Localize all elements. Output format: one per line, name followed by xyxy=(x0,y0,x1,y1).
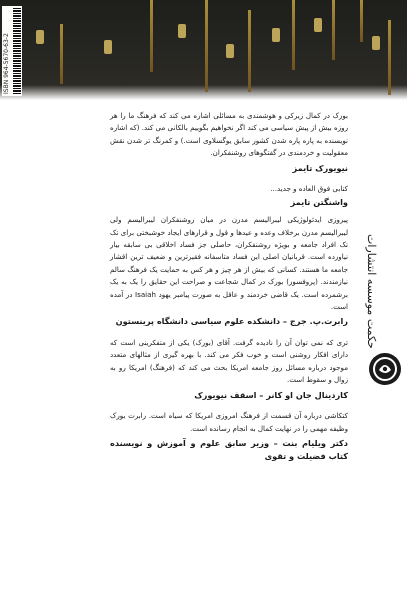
review-list xyxy=(110,110,348,471)
rust-streak xyxy=(388,20,391,95)
rust-streak xyxy=(150,0,153,72)
rust-streak xyxy=(360,0,363,42)
rust-streak xyxy=(205,0,208,92)
review-text: کتکاشی درباره آن قسمت از فرهنگ امروزی امریکا که سیاه است. رابرت بورک وظیفه مهمی را در نهایت کمال به انجام رسانده است. xyxy=(110,411,348,433)
review-item xyxy=(110,183,348,208)
rust-streak xyxy=(248,10,251,92)
review-source: واشنگتن تایمز xyxy=(290,196,348,207)
light-glint xyxy=(372,36,380,50)
review-item xyxy=(110,214,348,328)
rust-streak xyxy=(292,0,295,70)
publisher-mark xyxy=(356,234,404,386)
isbn-number: ISBN 964-5670-63-2 xyxy=(3,33,10,94)
review-text: تری که نمی توان آن را نادیده گرفت. آقای (بورک) یکی از متفکرینی است که دارای افکار روشنی است و خوب فکر می کند. با بهره گیری از مثالهای متعدد موجود درباره مسائل روز جامعه امریکا بحث می کند که (فرهنگ) امریکا رو به زوال و سقوط است. xyxy=(110,338,348,385)
review-item xyxy=(110,337,348,401)
publisher-name: حکمت موسسه انتشارات xyxy=(365,234,378,349)
review-source: رابرت.پ. جرج – دانشکده علوم سیاسی دانشگاه پرینستون xyxy=(115,316,348,327)
light-glint xyxy=(226,44,234,58)
publisher-logo-icon xyxy=(368,352,402,386)
light-glint xyxy=(104,40,112,54)
review-text: پیروزی ایدئولوژیکی لیبرالیسم مدرن در میان روشنفکران لیبرالیسم ولی لیبرالیسم مدرن برخلاف وعده و عیدها و قول و قرارهای ایجاد خوشبختی برای تک تک افراد جامعه و بویژه روشنفکران، حاصلی جز فساد اخلاقی بی سابقه بیار نیاورده است. قربانیان اصلی این فساد متاسفانه فقیرترین و ضعیف ترین اقشار جامعه ما هستند. کسانی که بیش از هر چیز و هر کس به حمایت یک فرهنگ سالم نیازمندند. (پروفسور) بورک در کمال شجاعت و صراحت این حقایق را یک به یک برشمرده است. یک قاضی خردمند و عاقل به صورت پیامبر یهود Isaiah در آمده است. xyxy=(110,215,348,312)
review-source: نیویورک تایمز xyxy=(292,162,348,173)
review-item xyxy=(110,110,348,174)
barcode xyxy=(2,6,22,96)
review-source: کاردینال جان او کانر – اسقف نیویورک xyxy=(194,389,348,400)
light-glint xyxy=(178,24,186,38)
review-text: کتابی فوق العاده و جدید... xyxy=(270,184,348,194)
light-glint xyxy=(36,30,44,44)
light-glint xyxy=(272,28,280,42)
cover-photo xyxy=(0,0,407,100)
rust-streak xyxy=(332,0,335,60)
review-source: دکتر ویلیام بنت – وزیر سابق علوم و آموزش و نویسنده کتاب فضیلت و تقوی xyxy=(110,438,348,461)
rust-streak xyxy=(60,24,63,84)
review-text: بورک در کمال زیرکی و هوشمندی به مسائلی اشاره می کند که فرهنگ ما را هر روزه بیش از پیش سیاسی می کند اگر نخواهیم بگوییم بالکانی می کند. (که اشاره نویسنده به پاره پاره شدن کشور سابق یوگسلاوی است.) و کمرنگ تر شدن نقش معقولیت و خردمندی در گفتگوهای روشنفکران. xyxy=(110,111,348,158)
review-item xyxy=(110,410,348,462)
barcode-bars xyxy=(13,8,21,94)
light-glint xyxy=(314,18,322,32)
